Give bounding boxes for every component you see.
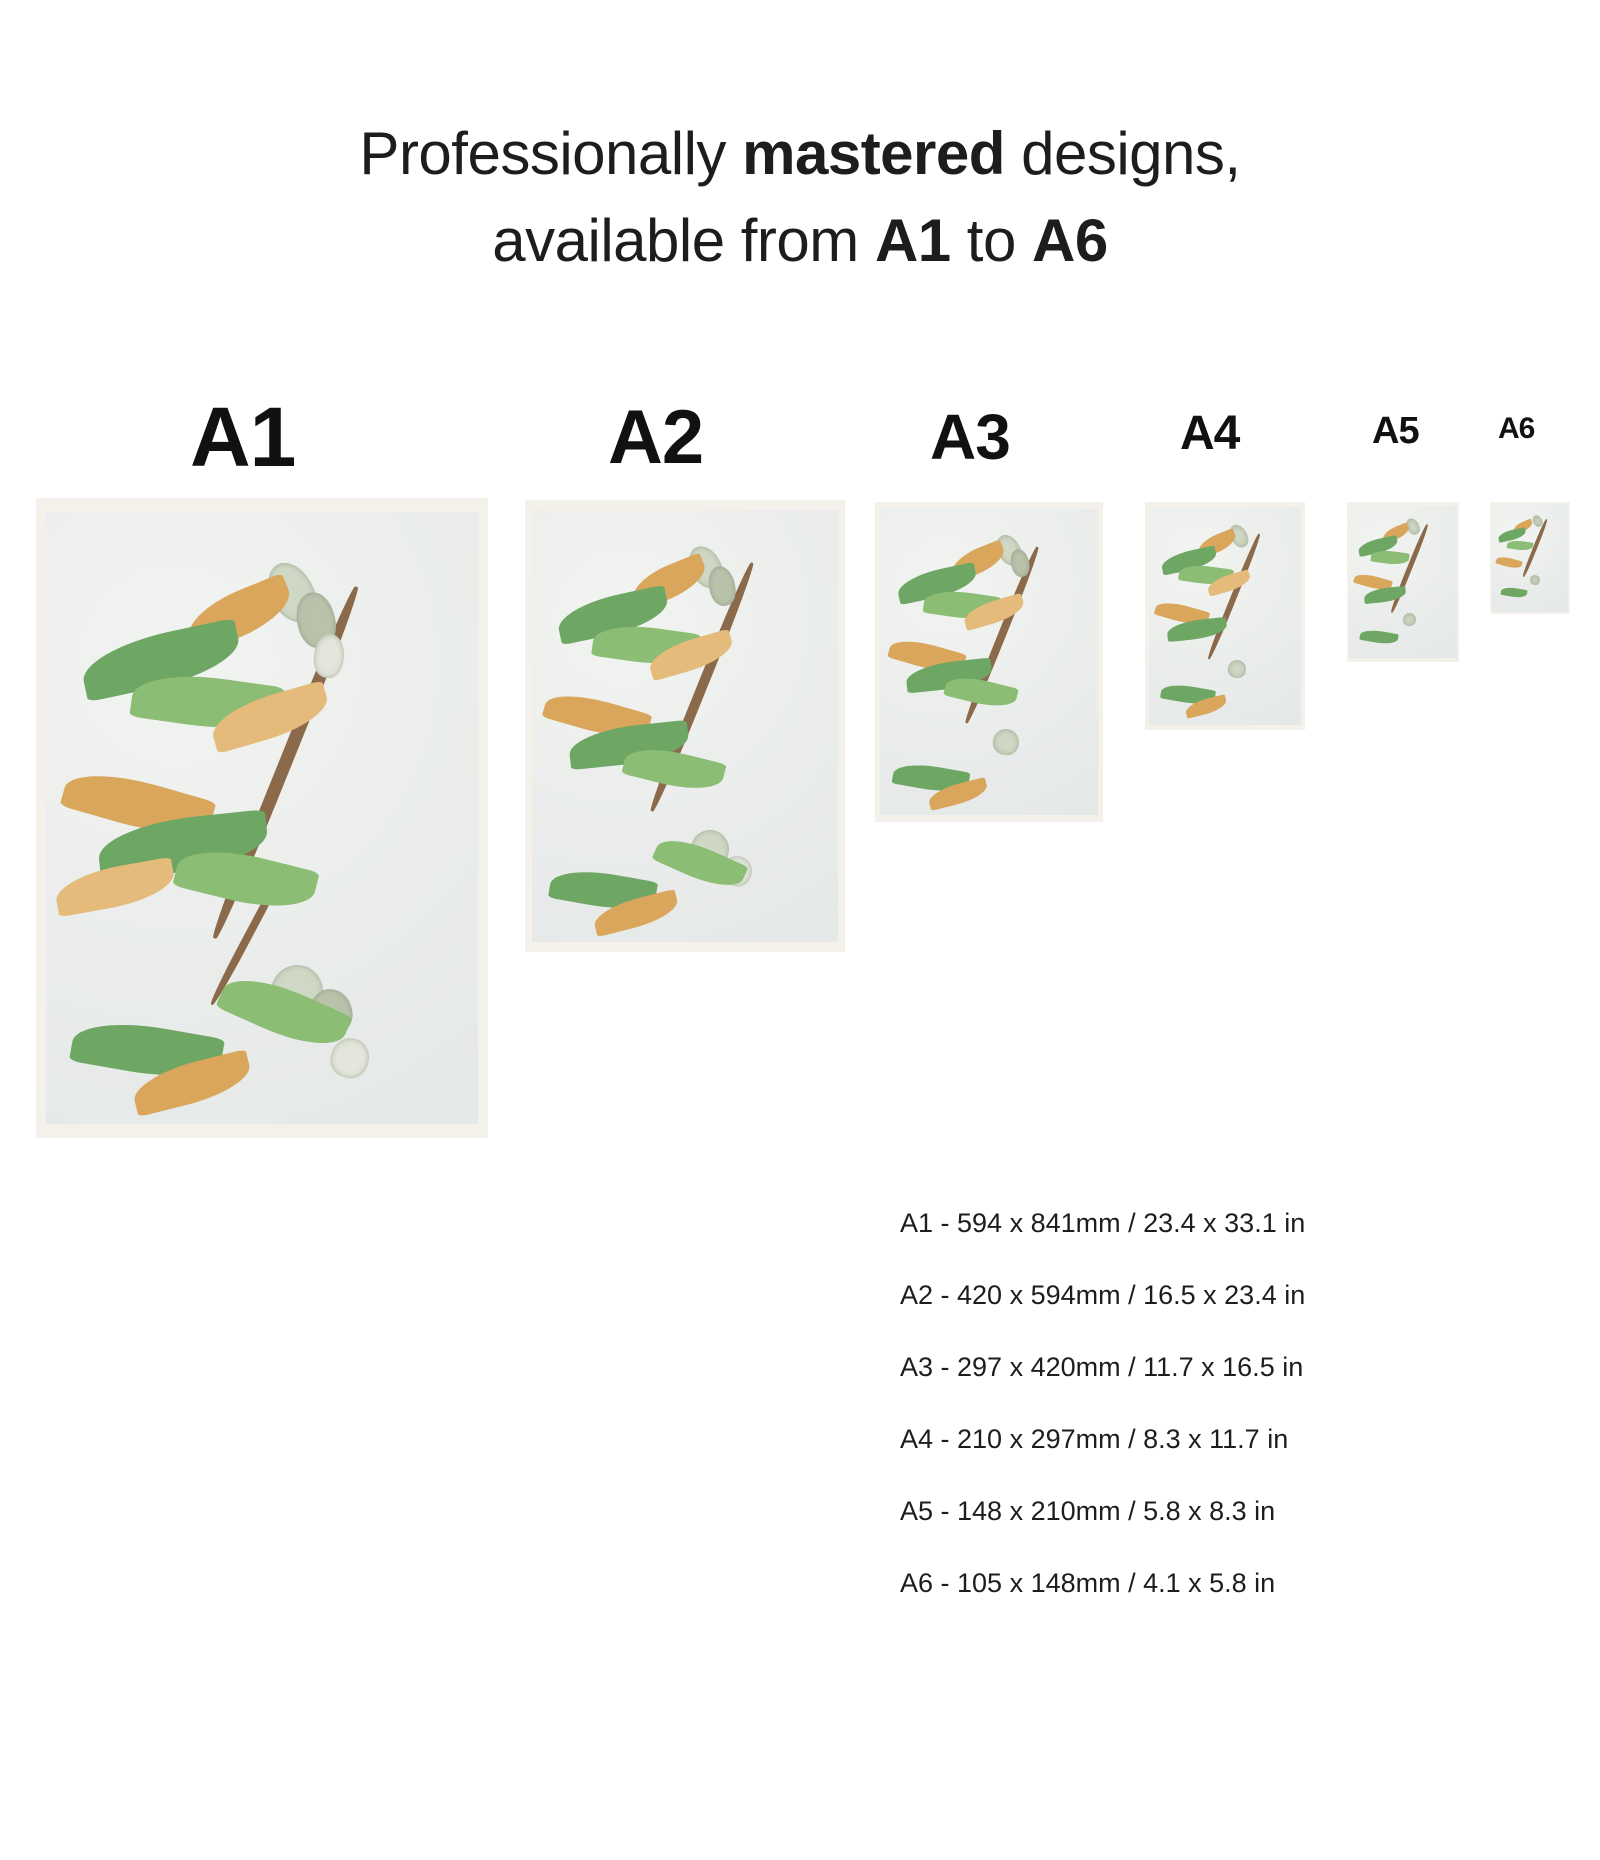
dimensions-list [900, 1210, 1540, 1642]
artwork-a1 [46, 512, 478, 1124]
poster-mat-a4 [1149, 507, 1302, 725]
poster-mat-a6 [1492, 504, 1569, 611]
headline-line-2 [0, 197, 1600, 284]
dimension-row-a4: A4 - 210 x 297mm / 8.3 x 11.7 in [900, 1424, 1289, 1454]
poster-preview-a6[interactable] [1490, 502, 1570, 614]
headline-line2-pre: available from [492, 207, 875, 274]
headline-text-pre: Professionally [359, 120, 743, 187]
dimension-row-a1: A1 - 594 x 841mm / 23.4 x 33.1 in [900, 1208, 1306, 1238]
size-label-a4: A4 [1180, 407, 1240, 460]
artwork-a4 [1149, 507, 1302, 725]
size-label-a3: A3 [930, 401, 1010, 473]
dimension-row-a6: A6 - 105 x 148mm / 4.1 x 5.8 in [900, 1568, 1276, 1598]
poster-mat-a5 [1349, 506, 1456, 659]
poster-mat-a3 [880, 509, 1098, 815]
dimension-row-a5: A5 - 148 x 210mm / 5.8 x 8.3 in [900, 1496, 1276, 1526]
size-comparison-row [0, 390, 1600, 1230]
dimension-row-a3: A3 - 297 x 420mm / 11.7 x 16.5 in [900, 1352, 1304, 1382]
poster-mat-a1 [46, 512, 478, 1124]
artwork-a6 [1492, 504, 1569, 611]
artwork-a2 [532, 510, 838, 942]
size-label-a5: A5 [1372, 410, 1419, 452]
artwork-a3 [880, 509, 1098, 815]
headline-line2-bold-a1: A1 [874, 207, 951, 274]
poster-preview-a4[interactable] [1145, 502, 1305, 730]
dimension-row-a2: A2 - 420 x 594mm / 16.5 x 23.4 in [900, 1280, 1306, 1310]
poster-preview-a1[interactable] [36, 498, 488, 1138]
size-label-a1: A1 [190, 390, 296, 484]
poster-preview-a3[interactable] [875, 502, 1103, 822]
size-label-a2: A2 [608, 395, 704, 480]
artwork-a5 [1349, 506, 1456, 659]
headline-line2-bold-a6: A6 [1032, 207, 1108, 274]
headline-text-bold: mastered [742, 120, 1005, 187]
headline-text-post: designs, [1004, 120, 1241, 187]
poster-preview-a5[interactable] [1347, 502, 1459, 662]
poster-mat-a2 [532, 510, 838, 942]
poster-preview-a2[interactable] [525, 500, 845, 952]
headline-line2-mid: to [950, 207, 1033, 274]
page-title [0, 110, 1600, 284]
size-label-a6: A6 [1498, 412, 1535, 445]
headline-line-1 [359, 120, 1240, 187]
